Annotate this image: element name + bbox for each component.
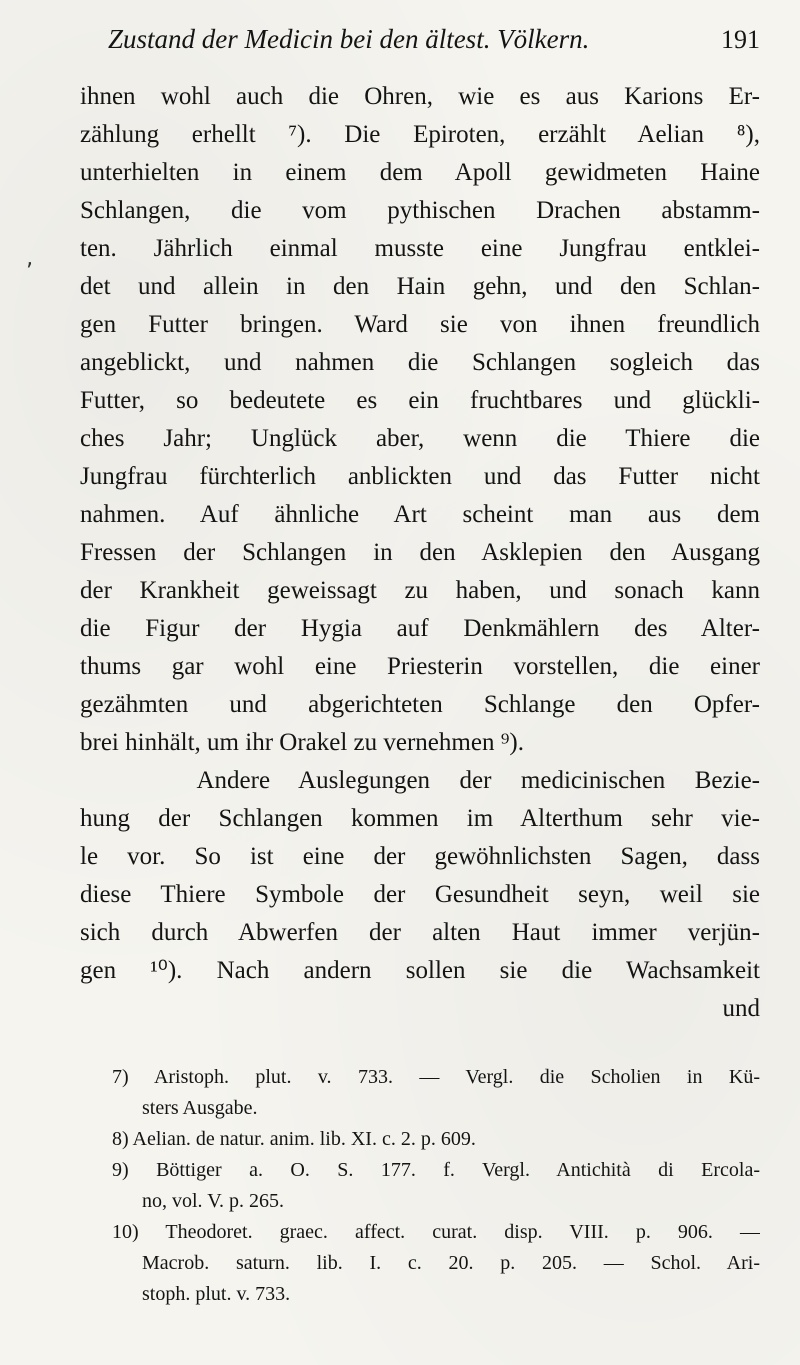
text-line: gezähmten und abgerichteten Schlange den Opfer- xyxy=(80,691,760,718)
catchword: und xyxy=(722,995,760,1022)
text-line: brei hinhält, um ihr Orakel zu vernehmen ⁹). xyxy=(80,729,524,756)
text-line: gen Futter bringen. Ward sie von ihnen freundlich xyxy=(80,311,760,338)
page-header xyxy=(108,24,760,68)
footnote-line: Macrob. saturn. lib. I. c. 20. p. 205. — Schol. Ari- xyxy=(142,1252,760,1274)
text-line: det und allein in den Hain gehn, und den Schlan- xyxy=(80,273,760,300)
text-line: Andere Auslegungen der medicinischen Bezie- xyxy=(80,767,760,794)
text-line: die Figur der Hygia auf Denkmählern des Alter- xyxy=(80,615,760,642)
text-line: zählung erhellt ⁷). Die Epiroten, erzählt Aelian ⁸), xyxy=(80,121,760,148)
text-line: angeblickt, und nahmen die Schlangen sogleich das xyxy=(80,349,760,376)
margin-mark: ‚ xyxy=(26,246,33,271)
text-line: ten. Jährlich einmal musste eine Jungfrau entklei- xyxy=(80,235,760,262)
page-number: 191 xyxy=(721,25,760,54)
text-line: diese Thiere Symbole der Gesundheit seyn, weil sie xyxy=(80,881,760,908)
text-line: Jungfrau fürchterlich anblickten und das Futter nicht xyxy=(80,463,760,490)
footnotes xyxy=(112,1062,760,1310)
running-title: Zustand der Medicin bei den ältest. Völkern. xyxy=(108,24,590,54)
footnote-line: sters Ausgabe. xyxy=(142,1097,258,1119)
text-line: Fressen der Schlangen in den Asklepien den Ausgang xyxy=(80,539,760,566)
footnote-line: 7) Aristoph. plut. v. 733. — Vergl. die Scholien in Kü- xyxy=(112,1066,760,1088)
footnote-line: 9) Böttiger a. O. S. 177. f. Vergl. Antichità di Ercola- xyxy=(112,1159,760,1181)
text-line: le vor. So ist eine der gewöhnlichsten Sagen, dass xyxy=(80,843,760,870)
main-text xyxy=(80,78,760,1028)
text-line: unterhielten in einem dem Apoll gewidmeten Haine xyxy=(80,159,760,186)
text-line: Futter, so bedeutete es ein fruchtbares und glückli- xyxy=(80,387,760,414)
text-line: Schlangen, die vom pythischen Drachen abstamm- xyxy=(80,197,760,224)
text-line: nahmen. Auf ähnliche Art scheint man aus dem xyxy=(80,501,760,528)
footnote-line: 10) Theodoret. graec. affect. curat. disp. VIII. p. 906. — xyxy=(112,1221,760,1243)
text-line: der Krankheit geweissagt zu haben, und sonach kann xyxy=(80,577,760,604)
text-line: ihnen wohl auch die Ohren, wie es aus Karions Er- xyxy=(80,83,760,110)
text-line: ches Jahr; Unglück aber, wenn die Thiere die xyxy=(80,425,760,452)
text-line: hung der Schlangen kommen im Alterthum sehr vie- xyxy=(80,805,760,832)
text-line: thums gar wohl eine Priesterin vorstellen, die einer xyxy=(80,653,760,680)
footnote-line: stoph. plut. v. 733. xyxy=(142,1283,291,1305)
text-line: sich durch Abwerfen der alten Haut immer verjün- xyxy=(80,919,760,946)
footnote-line: 8) Aelian. de natur. anim. lib. XI. c. 2. p. 609. xyxy=(112,1128,476,1150)
footnote-line: no, vol. V. p. 265. xyxy=(142,1190,285,1212)
text-line: gen ¹⁰). Nach andern sollen sie die Wachsamkeit xyxy=(80,957,760,984)
